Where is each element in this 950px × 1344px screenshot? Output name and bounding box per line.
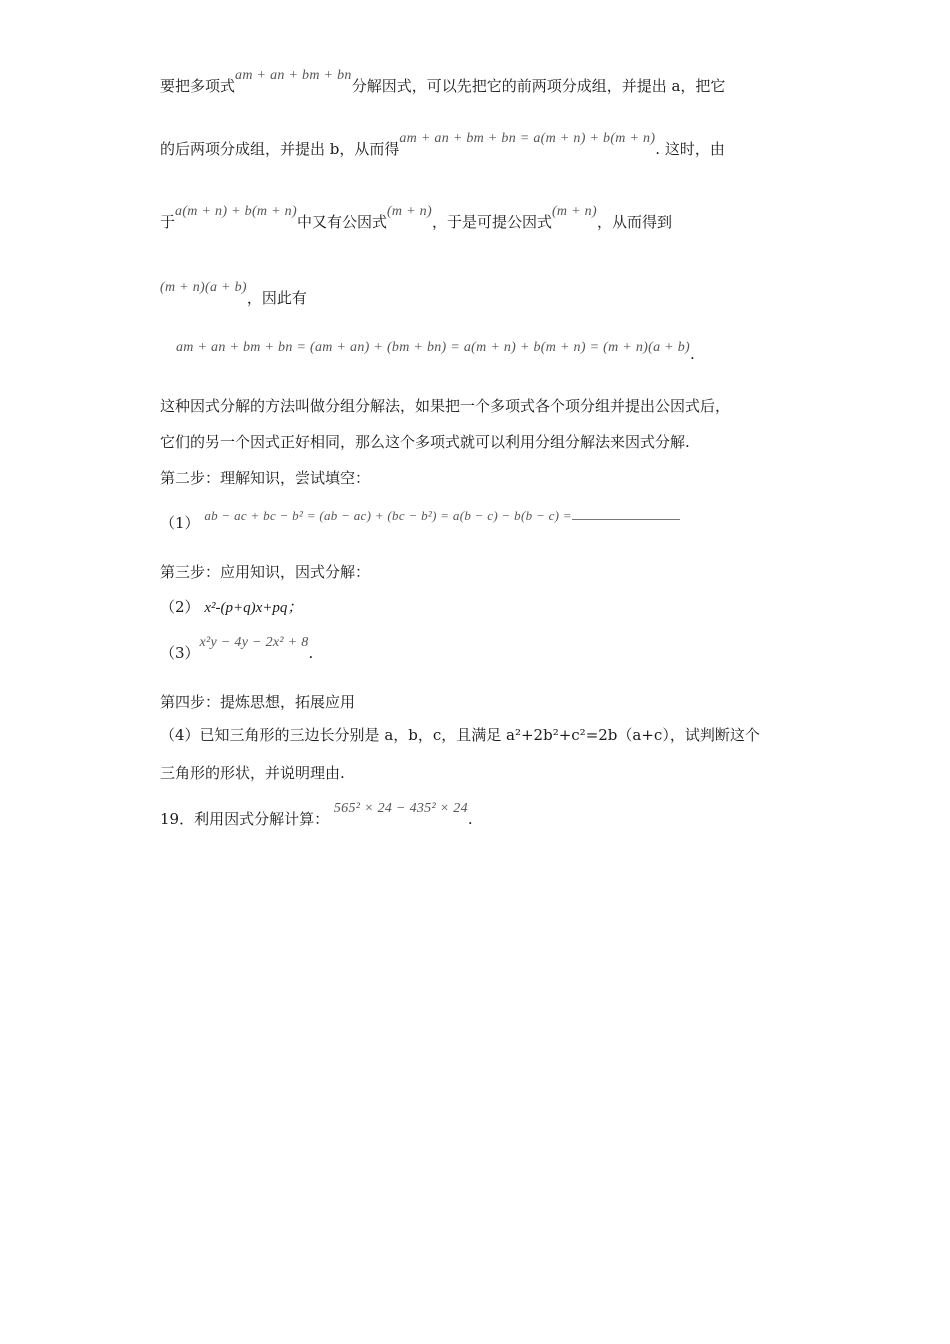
- math-expression: am + an + bm + bn = a(m + n) + b(m + n): [399, 131, 656, 146]
- question-4-line-2: 三角形的形状，并说明理由.: [160, 764, 345, 782]
- math-expression: (m + n): [386, 204, 432, 219]
- text: .: [308, 644, 314, 662]
- math-expression: ab − ac + bc − b² = (ab − ac) + (bc − b²) = a(b − c) − b(b − c) =: [204, 508, 572, 523]
- paragraph-1: [160, 68, 726, 98]
- math-expression: (m + n)(a + b): [160, 280, 247, 295]
- step-4-heading: 第四步：提炼思想，拓展应用: [160, 693, 356, 711]
- text: .: [467, 810, 473, 828]
- text: 分解因式，可以先把它的前两项分成组，并提出 a，把它: [351, 77, 726, 95]
- question-4-line-1: （4）已知三角形的三边长分别是 a，b，c，且满足 a²+2b²+c²=2b（a+c），试判断这个: [160, 726, 760, 744]
- text: 的后两项分成组，并提出 b，从而得: [160, 140, 400, 158]
- step-2-heading: 第二步：理解知识，尝试填空：: [160, 469, 371, 487]
- math-expression: a(m + n) + b(m + n): [175, 204, 297, 219]
- math-expression: (m + n): [551, 204, 597, 219]
- text: 要把多项式: [160, 77, 236, 95]
- question-1: [160, 508, 680, 534]
- paragraph-4: [160, 280, 307, 310]
- text: 于: [160, 213, 176, 231]
- math-expression: am + an + bm + bn = (am + an) + (bm + bn) = a(m + n) + b(m + n) = (m + n)(a + b): [176, 340, 690, 355]
- math-expression: 565² × 24 − 435² × 24: [333, 801, 468, 816]
- question-3: [160, 635, 314, 665]
- text: 中又有公因式: [296, 213, 387, 231]
- text: ，从而得到: [596, 213, 672, 231]
- question-label: （1）: [160, 514, 200, 532]
- step-3-heading: 第三步：应用知识，因式分解：: [160, 563, 371, 581]
- question-label: 19．利用因式分解计算：: [160, 810, 330, 828]
- paragraph-3: [160, 204, 672, 234]
- paragraph-2: [160, 131, 725, 161]
- text: ，于是可提公因式: [431, 213, 552, 231]
- answer-blank: [572, 507, 680, 520]
- question-19: [160, 801, 473, 831]
- text: . 这时，由: [655, 140, 725, 158]
- question-label: （2）: [160, 598, 200, 616]
- math-expression: am + an + bm + bn: [235, 68, 352, 83]
- paragraph-7: 它们的另一个因式正好相同，那么这个多项式就可以利用分组分解法来因式分解.: [160, 433, 690, 451]
- text: .: [689, 345, 695, 363]
- question-label: （3）: [160, 644, 200, 662]
- paragraph-5: [176, 340, 695, 366]
- math-expression: x²-(p+q)x+pq；: [204, 600, 303, 616]
- paragraph-6: 这种因式分解的方法叫做分组分解法，如果把一个多项式各个项分组并提出公因式后，: [160, 397, 731, 415]
- question-2: [160, 597, 302, 618]
- math-expression: x²y − 4y − 2x² + 8: [199, 635, 309, 650]
- text: ，因此有: [246, 289, 307, 307]
